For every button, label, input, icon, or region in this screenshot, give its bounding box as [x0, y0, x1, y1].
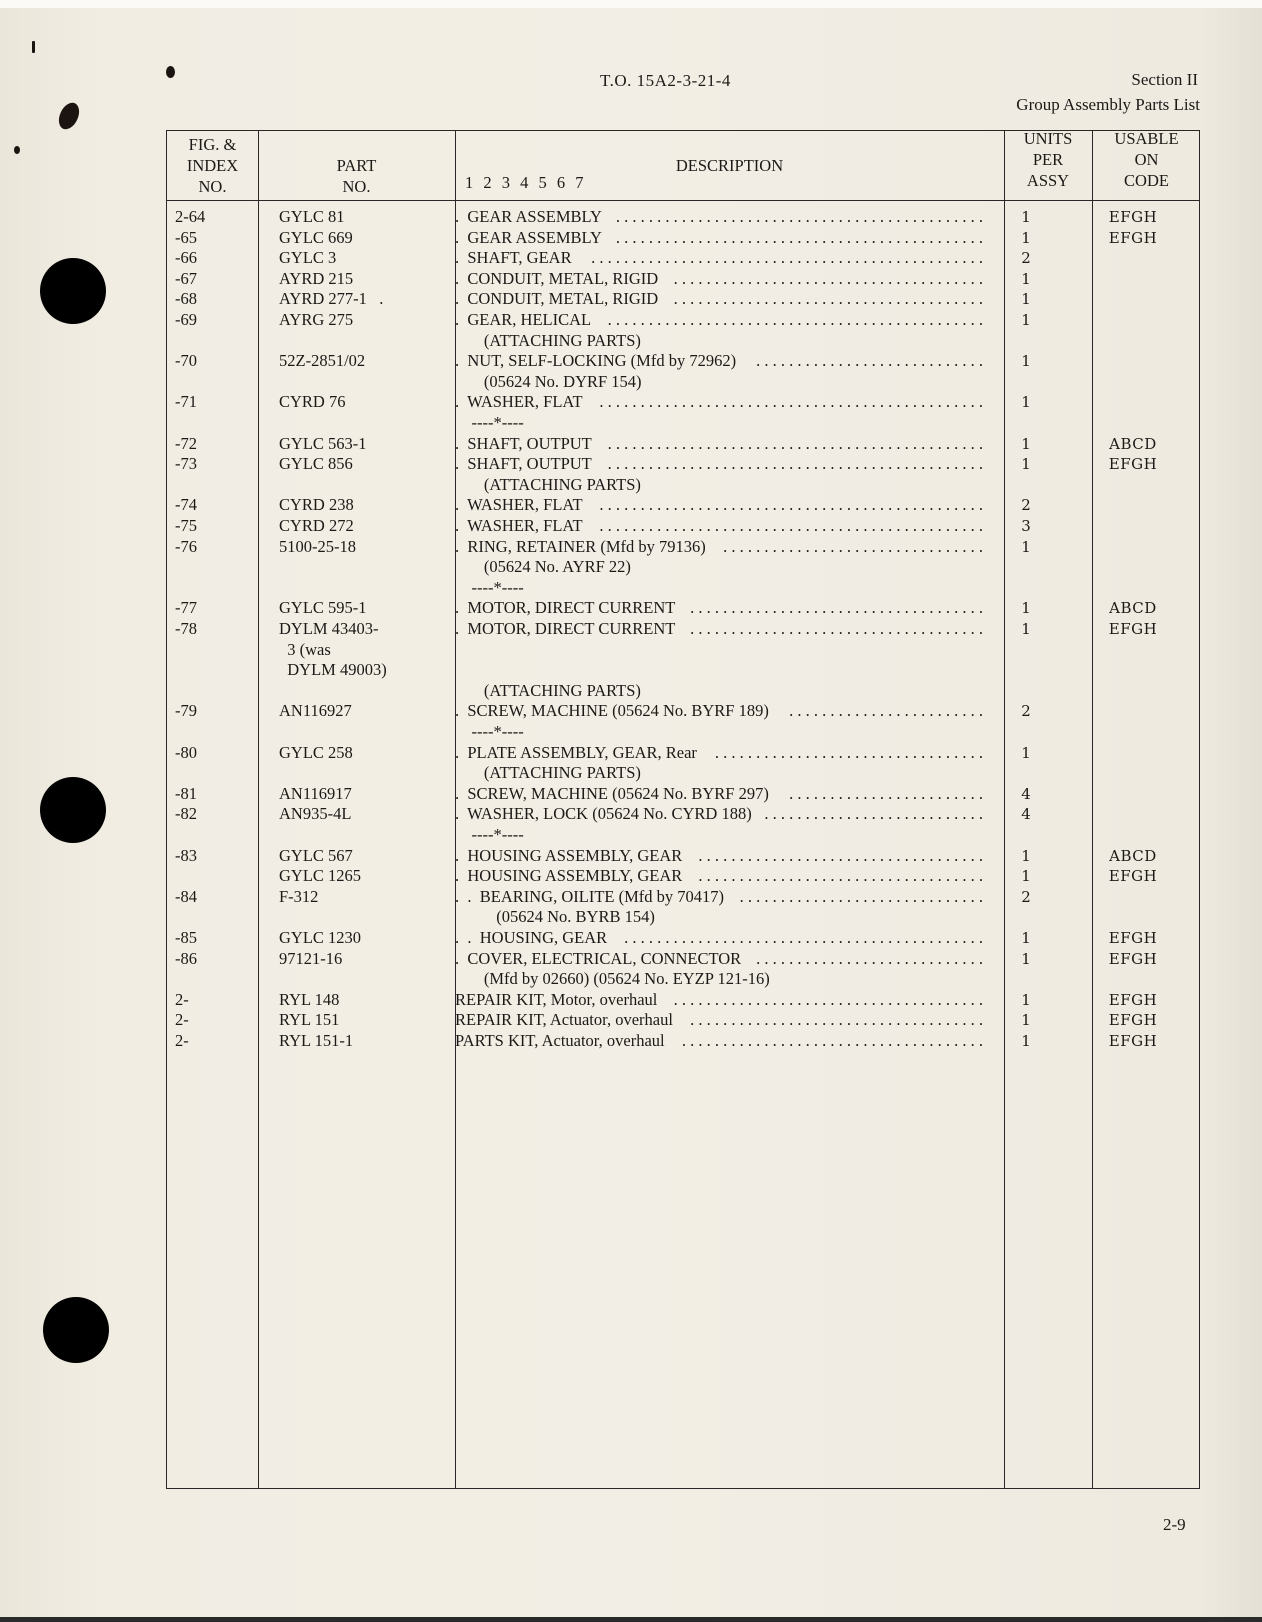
- description-text: REPAIR KIT, Actuator, overhaul: [455, 1010, 673, 1030]
- table-row: [167, 619, 1201, 640]
- fig-index-cell: -73: [175, 454, 197, 474]
- table-row: [167, 269, 1201, 290]
- units-per-assy-cell: 1: [1021, 929, 1031, 947]
- description-cell: [455, 495, 983, 516]
- description-text: . . HOUSING, GEAR: [455, 928, 608, 947]
- description-text: . SHAFT, GEAR: [455, 248, 572, 268]
- fig-index-cell: 2-64: [175, 207, 206, 226]
- description-text: . HOUSING ASSEMBLY, GEAR: [455, 866, 683, 886]
- units-per-assy-cell: 1: [1021, 949, 1031, 968]
- table-row: [167, 372, 1201, 393]
- description-text: ----*----: [455, 413, 524, 432]
- leader-dots: . . . . . . . . . . . . . . . . . . . . . . . . . . . . . . . . . . . . . .: [669, 268, 983, 288]
- usable-on-code-cell: EFGH: [1108, 949, 1158, 968]
- description-cell: [455, 598, 983, 619]
- part-number-cell: CYRD 238: [279, 495, 354, 515]
- header-line: NO.: [342, 177, 371, 196]
- part-number-cell: AYRG 275: [279, 310, 354, 329]
- description-cell: [455, 887, 983, 908]
- description-cell: [455, 413, 983, 434]
- fig-index-cell: -65: [175, 227, 197, 247]
- description-cell: [455, 351, 983, 372]
- part-number-cell: 3 (was: [279, 639, 331, 659]
- part-number-cell: GYLC 81: [279, 207, 345, 226]
- parts-list-table: [166, 130, 1200, 1489]
- leader-dots: . . . . . . . . . . . . . . . . . . . . . . . . . . . . . . . . . . . . . . . . . . . .: [620, 928, 983, 947]
- part-number-cell: AYRD 277-1 .: [279, 289, 384, 309]
- description-text: . SHAFT, OUTPUT: [455, 433, 592, 453]
- header-indent-levels: 1 2 3 4 5 6 7: [465, 173, 584, 192]
- table-row: [167, 475, 1201, 496]
- table-row: [167, 825, 1201, 846]
- table-row: [167, 537, 1201, 558]
- description-cell: [455, 846, 983, 867]
- description-cell: [455, 681, 983, 702]
- description-cell: [455, 804, 983, 825]
- description-cell: [455, 578, 983, 599]
- units-per-assy-cell: 1: [1021, 269, 1031, 288]
- units-per-assy-cell: 3: [1021, 517, 1031, 535]
- units-per-assy-cell: 2: [1021, 702, 1031, 721]
- table-row: [167, 784, 1201, 805]
- description-text: . SCREW, MACHINE (05624 No. BYRF 297): [455, 783, 769, 803]
- table-row: [167, 454, 1201, 475]
- usable-on-code-cell: EFGH: [1108, 990, 1158, 1009]
- part-number-cell: CYRD 272: [279, 516, 354, 535]
- leader-dots: . . . . . . . . . . . . . . . . . . . . . . . . . . . . . . . . .: [710, 742, 983, 762]
- description-text: . CONDUIT, METAL, RIGID: [455, 268, 659, 288]
- description-text: (ATTACHING PARTS): [455, 680, 641, 700]
- leader-dots: . . . . . . . . . . . . . . . . . . . . . . . . . . . . . .: [735, 886, 983, 906]
- description-text: . GEAR, HELICAL: [455, 310, 592, 329]
- units-per-assy-cell: 1: [1021, 228, 1031, 247]
- table-row: [167, 248, 1201, 269]
- description-text: (05624 No. DYRF 154): [455, 371, 642, 391]
- description-cell: [455, 949, 983, 970]
- description-text: . . BEARING, OILITE (Mfd by 70417): [455, 886, 725, 906]
- description-text: . GEAR ASSEMBLY: [455, 207, 602, 226]
- section-label: Section II: [1131, 70, 1198, 89]
- part-number-cell: CYRD 76: [279, 392, 346, 412]
- part-number-cell: 52Z-2851/02: [279, 351, 366, 371]
- table-row: [167, 887, 1201, 908]
- binder-hole-1: [40, 258, 106, 324]
- leader-dots: . . . . . . . . . . . . . . . . . . . . . . . . . . . .: [752, 948, 983, 968]
- description-cell: [455, 269, 983, 290]
- description-cell: [455, 289, 983, 310]
- usable-on-code-cell: EFGH: [1108, 228, 1158, 247]
- usable-on-code-cell: EFGH: [1108, 620, 1158, 638]
- table-row: [167, 351, 1201, 372]
- fig-index-cell: -68: [175, 289, 197, 309]
- table-row: [167, 701, 1201, 722]
- description-cell: [455, 1031, 983, 1052]
- paper-burn-mark: [14, 146, 20, 154]
- part-number-cell: 97121-16: [279, 948, 343, 968]
- table-row: [167, 969, 1201, 990]
- units-per-assy-cell: 2: [1021, 496, 1031, 515]
- units-per-assy-cell: 1: [1021, 290, 1031, 309]
- leader-dots: . . . . . . . . . . . . . . . . . . . . . . . . . . . .: [752, 351, 983, 371]
- table-row: [167, 907, 1201, 928]
- description-cell: [455, 866, 983, 887]
- part-number-cell: GYLC 1230: [279, 928, 362, 947]
- table-row: [167, 413, 1201, 434]
- description-cell: [455, 310, 983, 331]
- leader-dots: . . . . . . . . . . . . . . . . . . . . . . . . . . . . . . . . . . . . . . . . . . . . . . . .: [587, 248, 983, 268]
- units-per-assy-cell: 1: [1021, 1032, 1031, 1050]
- leader-dots: . . . . . . . . . . . . . . . . . . . . . . . . . . . . . . . . . . . . . . . . . . . . . . .: [595, 392, 983, 412]
- description-text: . WASHER, FLAT: [455, 392, 583, 412]
- description-text: (05624 No. BYRB 154): [455, 907, 655, 927]
- description-cell: [455, 392, 983, 413]
- table-row: [167, 928, 1201, 949]
- description-text: . COVER, ELECTRICAL, CONNECTOR: [455, 948, 742, 968]
- table-row: [167, 289, 1201, 310]
- header-line: USABLE: [1114, 129, 1179, 148]
- part-number-cell: GYLC 669: [279, 227, 353, 247]
- header-line: DESCRIPTION: [675, 156, 784, 175]
- leader-dots: . . . . . . . . . . . . . . . . . . . . . . . . . . . . . . . . . . . . . .: [669, 289, 983, 309]
- description-cell: [455, 207, 983, 228]
- units-per-assy-cell: 4: [1021, 805, 1031, 824]
- table-row: [167, 516, 1201, 537]
- table-row: [167, 495, 1201, 516]
- units-per-assy-cell: 1: [1021, 455, 1031, 474]
- fig-index-cell: -66: [175, 248, 197, 268]
- fig-index-cell: 2-: [175, 1010, 189, 1030]
- description-text: . PLATE ASSEMBLY, GEAR, Rear: [455, 742, 697, 762]
- leader-dots: . . . . . . . . . . . . . . . . . . . . . . . . . . . . . . . . . . . .: [686, 619, 983, 638]
- table-row: [167, 557, 1201, 578]
- description-cell: [455, 454, 983, 475]
- description-text: . MOTOR, DIRECT CURRENT: [455, 598, 676, 618]
- part-number-cell: AN116927: [279, 701, 352, 721]
- description-cell: [455, 722, 983, 743]
- description-cell: [455, 331, 983, 352]
- part-number-cell: RYL 151-1: [279, 1031, 354, 1050]
- paper-burn-mark: [166, 66, 175, 78]
- units-per-assy-cell: 1: [1021, 867, 1031, 886]
- leader-dots: . . . . . . . . . . . . . . . . . . . . . . . . . . . . . . . . . . . . . . . . . . . . . .: [603, 454, 983, 474]
- leader-dots: . . . . . . . . . . . . . . . . . . . . . . . .: [785, 701, 983, 721]
- leader-dots: . . . . . . . . . . . . . . . . . . . . . . . . . . . . . . . . . . . . . . . . . . . . . . .: [595, 495, 983, 515]
- leader-dots: . . . . . . . . . . . . . . . . . . . . . . . . . . . . . . . . . . . . . . . . . . . . .: [611, 207, 983, 226]
- units-per-assy-cell: 1: [1021, 846, 1031, 865]
- part-number-cell: RYL 148: [279, 989, 340, 1009]
- description-cell: [455, 557, 983, 578]
- fig-index-cell: -82: [175, 804, 197, 824]
- usable-on-code-cell: EFGH: [1108, 1011, 1158, 1030]
- description-text: (Mfd by 02660) (05624 No. EYZP 121-16): [455, 969, 770, 989]
- leader-dots: . . . . . . . . . . . . . . . . . . . . . . . . . . . . . . . . . . . . . .: [669, 989, 983, 1009]
- description-cell: [455, 228, 983, 249]
- page-number: 2-9: [1163, 1515, 1186, 1534]
- fig-index-cell: -79: [175, 701, 197, 721]
- table-row: [167, 578, 1201, 599]
- fig-index-cell: -83: [175, 845, 197, 865]
- part-number-cell: GYLC 258: [279, 742, 353, 762]
- description-text: ----*----: [455, 825, 524, 844]
- scan-top-edge: [0, 0, 1262, 8]
- part-number-cell: DYLM 49003): [279, 660, 387, 680]
- table-row: [167, 681, 1201, 702]
- fig-index-cell: -78: [175, 619, 197, 638]
- leader-dots: . . . . . . . . . . . . . . . . . . . . . . . . . . . . . . . . . . .: [694, 845, 983, 865]
- fig-index-cell: -67: [175, 268, 197, 288]
- table-row: [167, 990, 1201, 1011]
- fig-index-cell: -70: [175, 351, 197, 371]
- description-cell: [455, 516, 983, 537]
- fig-index-cell: -81: [175, 783, 197, 803]
- description-text: . GEAR ASSEMBLY: [455, 227, 602, 247]
- description-text: . MOTOR, DIRECT CURRENT: [455, 619, 676, 638]
- usable-on-code-cell: ABCD: [1109, 599, 1157, 618]
- fig-index-cell: -72: [175, 433, 197, 453]
- leader-dots: . . . . . . . . . . . . . . . . . . . . . . . . . . . . . . . . . . . . .: [677, 1031, 983, 1050]
- part-number-cell: GYLC 856: [279, 454, 353, 474]
- part-number-cell: AYRD 215: [279, 268, 354, 288]
- units-per-assy-cell: 2: [1021, 887, 1031, 906]
- description-cell: [455, 475, 983, 496]
- part-number-cell: GYLC 567: [279, 845, 353, 865]
- table-row: [167, 392, 1201, 413]
- leader-dots: . . . . . . . . . . . . . . . . . . . . . . . .: [785, 783, 983, 803]
- description-cell: [455, 763, 983, 784]
- header-part-no: [258, 155, 455, 197]
- leader-dots: . . . . . . . . . . . . . . . . . . . . . . . . . . . . . . . . . . . .: [686, 598, 983, 618]
- units-per-assy-cell: 4: [1021, 784, 1031, 803]
- units-per-assy-cell: 1: [1021, 620, 1031, 638]
- description-text: . CONDUIT, METAL, RIGID: [455, 289, 659, 309]
- usable-on-code-cell: EFGH: [1108, 929, 1158, 947]
- fig-index-cell: -71: [175, 392, 197, 412]
- units-per-assy-cell: 2: [1021, 249, 1031, 268]
- description-cell: [455, 784, 983, 805]
- part-number-cell: AN935-4L: [279, 804, 352, 824]
- description-cell: [455, 1010, 983, 1031]
- units-per-assy-cell: 1: [1021, 311, 1031, 329]
- header-line: FIG. &: [188, 135, 237, 154]
- header-line: NO.: [198, 177, 227, 196]
- description-cell: [455, 248, 983, 269]
- leader-dots: . . . . . . . . . . . . . . . . . . . . . . . . . . . . . . . . . . . . . . . . . . . . . .: [603, 310, 983, 329]
- fig-index-cell: -69: [175, 310, 197, 329]
- description-cell: [455, 743, 983, 764]
- header-line: UNITS: [1023, 129, 1073, 148]
- description-text: (ATTACHING PARTS): [455, 474, 641, 494]
- leader-dots: . . . . . . . . . . . . . . . . . . . . . . . . . . . . . . . . . . . . . . . . . . . . .: [611, 227, 983, 247]
- header-units-per-assy: [1004, 128, 1092, 191]
- leader-dots: . . . . . . . . . . . . . . . . . . . . . . . . . . . . . . . . . . . . . . . . . . . . . . .: [595, 516, 983, 535]
- header-line: ASSY: [1026, 171, 1070, 190]
- description-cell: [455, 990, 983, 1011]
- description-cell: [455, 907, 983, 928]
- table-row: [167, 866, 1201, 887]
- units-per-assy-cell: 1: [1021, 434, 1031, 453]
- units-per-assy-cell: 1: [1021, 743, 1031, 762]
- description-text: ----*----: [455, 577, 524, 597]
- leader-dots: . . . . . . . . . . . . . . . . . . . . . . . . . . . . . . . . . . .: [694, 866, 983, 886]
- table-row: [167, 598, 1201, 619]
- description-text: . RING, RETAINER (Mfd by 79136): [455, 536, 706, 556]
- usable-on-code-cell: ABCD: [1109, 434, 1157, 453]
- fig-index-cell: -75: [175, 516, 197, 535]
- description-text: . HOUSING ASSEMBLY, GEAR: [455, 845, 683, 865]
- part-number-cell: RYL 151: [279, 1010, 340, 1030]
- table-row: [167, 804, 1201, 825]
- units-per-assy-cell: 1: [1021, 599, 1031, 618]
- table-row: [167, 228, 1201, 249]
- header-line: CODE: [1124, 171, 1169, 190]
- units-per-assy-cell: 1: [1021, 1011, 1031, 1030]
- description-text: (ATTACHING PARTS): [455, 330, 641, 350]
- fig-index-cell: 2-: [175, 989, 189, 1009]
- description-text: . WASHER, FLAT: [455, 516, 583, 535]
- description-text: ----*----: [455, 722, 524, 741]
- usable-on-code-cell: EFGH: [1108, 208, 1158, 226]
- leader-dots: . . . . . . . . . . . . . . . . . . . . . . . . . . . . . . . . . . . .: [686, 1010, 983, 1030]
- part-number-cell: F-312: [279, 886, 319, 906]
- units-per-assy-cell: 1: [1021, 393, 1031, 412]
- fig-index-cell: -74: [175, 495, 197, 515]
- description-text: . WASHER, FLAT: [455, 495, 583, 515]
- description-text: (05624 No. AYRF 22): [455, 557, 631, 577]
- part-number-cell: 5100-25-18: [279, 536, 356, 556]
- leader-dots: . . . . . . . . . . . . . . . . . . . . . . . . . . . . . . . . . . . . . . . . . . . . . .: [603, 433, 983, 453]
- description-text: REPAIR KIT, Motor, overhaul: [455, 989, 658, 1009]
- description-text: (ATTACHING PARTS): [455, 763, 641, 783]
- fig-index-cell: 2-: [175, 1031, 189, 1050]
- description-cell: [455, 969, 983, 990]
- scan-bottom-edge: [0, 1617, 1262, 1622]
- table-row: [167, 949, 1201, 970]
- table-row: [167, 722, 1201, 743]
- paper-ink-mark: [32, 41, 35, 53]
- table-row: [167, 846, 1201, 867]
- header-line: PART: [336, 156, 377, 175]
- table-row: [167, 763, 1201, 784]
- part-number-cell: GYLC 3: [279, 248, 337, 268]
- usable-on-code-cell: EFGH: [1108, 455, 1158, 474]
- table-row: [167, 660, 1201, 681]
- units-per-assy-cell: 1: [1021, 208, 1031, 226]
- header-line: ON: [1134, 150, 1159, 169]
- table-row: [167, 207, 1201, 228]
- fig-index-cell: -85: [175, 928, 197, 947]
- header-line: PER: [1032, 150, 1064, 169]
- fig-index-cell: -76: [175, 536, 197, 556]
- part-number-cell: AN116917: [279, 783, 352, 803]
- description-cell: [455, 928, 983, 949]
- usable-on-code-cell: EFGH: [1108, 1032, 1158, 1050]
- description-text: . SCREW, MACHINE (05624 No. BYRF 189): [455, 701, 769, 721]
- table-row: [167, 640, 1201, 661]
- part-number-cell: GYLC 595-1: [279, 598, 367, 618]
- units-per-assy-cell: 1: [1021, 990, 1031, 1009]
- fig-index-cell: -84: [175, 886, 197, 906]
- description-cell: [455, 701, 983, 722]
- description-text: . NUT, SELF-LOCKING (Mfd by 72962): [455, 351, 737, 371]
- part-number-cell: DYLM 43403-: [279, 619, 379, 638]
- description-text: . WASHER, LOCK (05624 No. CYRD 188): [455, 804, 752, 824]
- fig-index-cell: -80: [175, 742, 197, 762]
- usable-on-code-cell: ABCD: [1109, 846, 1157, 865]
- header-rule: [167, 200, 1199, 201]
- table-row: [167, 743, 1201, 764]
- table-row: [167, 310, 1201, 331]
- table-row: [167, 331, 1201, 352]
- leader-dots: . . . . . . . . . . . . . . . . . . . . . . . . . . .: [760, 804, 983, 824]
- usable-on-code-cell: EFGH: [1108, 867, 1158, 886]
- table-row: [167, 434, 1201, 455]
- leader-dots: . . . . . . . . . . . . . . . . . . . . . . . . . . . . . . . .: [719, 536, 983, 556]
- table-row: [167, 1010, 1201, 1031]
- header-usable-on-code: [1092, 128, 1201, 191]
- description-cell: [455, 537, 983, 558]
- section-title: Group Assembly Parts List: [1016, 95, 1200, 114]
- fig-index-cell: -77: [175, 598, 197, 618]
- binder-hole-3: [43, 1297, 109, 1363]
- description-text: . SHAFT, OUTPUT: [455, 454, 592, 474]
- technical-order-number: T.O. 15A2-3-21-4: [600, 71, 731, 90]
- header-line: INDEX: [186, 156, 239, 175]
- table-row: [167, 1031, 1201, 1052]
- description-cell: [455, 372, 983, 393]
- description-text: PARTS KIT, Actuator, overhaul: [455, 1031, 665, 1050]
- fig-index-cell: -86: [175, 948, 197, 968]
- header-fig-index: [167, 134, 258, 197]
- units-per-assy-cell: 1: [1021, 352, 1031, 371]
- units-per-assy-cell: 1: [1021, 537, 1031, 556]
- part-number-cell: GYLC 563-1: [279, 433, 367, 453]
- description-cell: [455, 434, 983, 455]
- binder-hole-2: [40, 777, 106, 843]
- description-cell: [455, 619, 983, 640]
- part-number-cell: GYLC 1265: [279, 866, 362, 886]
- description-cell: [455, 825, 983, 846]
